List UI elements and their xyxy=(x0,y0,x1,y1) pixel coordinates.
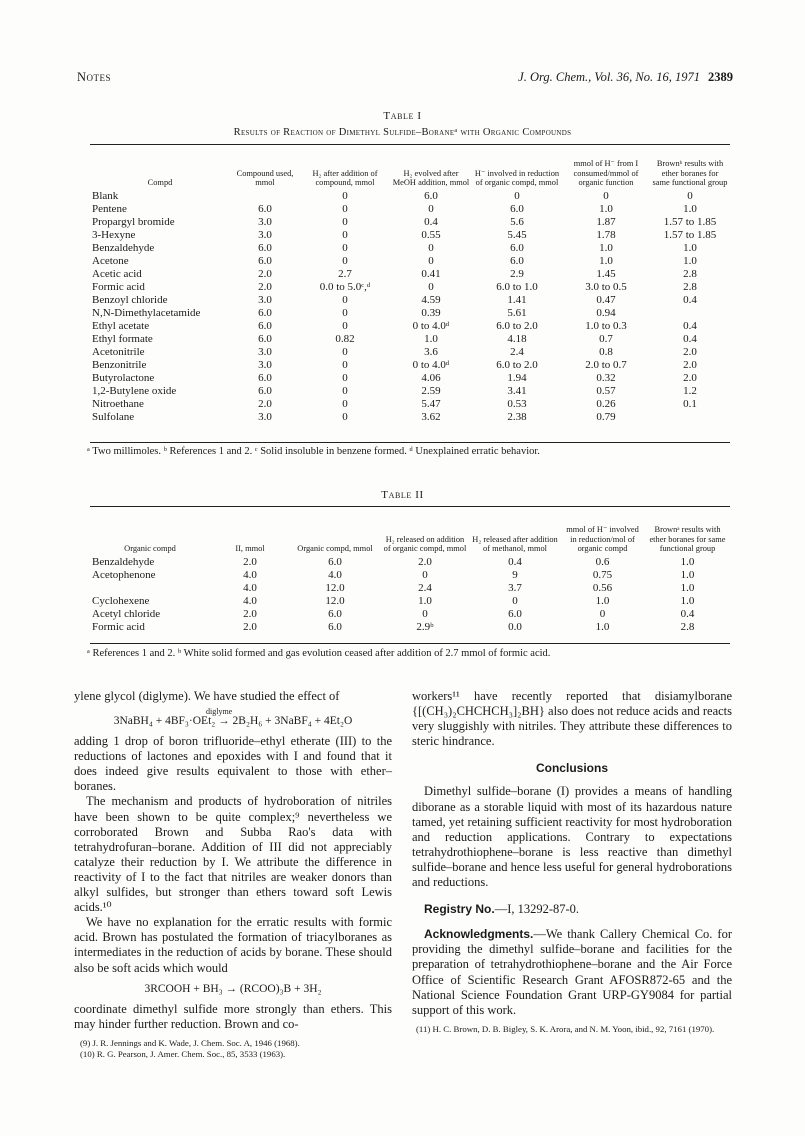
table-cell: Acetone xyxy=(92,255,129,267)
equation-text: 3NaBH₄ + 4BF₃·OEt₂ → 2B₂H₆ + 3NaBF₄ + 4Et₂O xyxy=(113,715,353,728)
table-cell: 0 xyxy=(514,190,520,202)
table-cell: Ethyl acetate xyxy=(92,320,150,332)
left-paragraph-2: adding 1 drop of boron trifluoride–ethyl etherate (III) to the reductions of lactones and epoxides with I and found that it does indeed give results equivalent to those with ether–boranes. xyxy=(74,734,392,794)
table-cell: 2.0 xyxy=(258,281,272,293)
table-cell: 1.0 xyxy=(680,556,695,568)
table-cell: 6.0 xyxy=(510,242,524,254)
table-cell: 4.18 xyxy=(507,333,527,345)
running-header-section: Notes xyxy=(77,70,112,84)
table-row xyxy=(90,229,730,242)
table-row xyxy=(90,346,730,359)
table-cell: 6.0 xyxy=(258,255,272,267)
table-row xyxy=(90,608,730,621)
table-row xyxy=(90,385,730,398)
table1 xyxy=(90,146,730,424)
conclusions-heading: Conclusions xyxy=(535,761,608,776)
table-cell: 0 xyxy=(342,411,348,423)
table2 xyxy=(90,508,730,634)
page-number: 2389 xyxy=(708,70,733,84)
acknowledgments-text: —We thank Callery Chemical Co. for providing the dimethyl sulfide–borane and facilities for the preparation of tetrahydrothiophene–borane and the Air Force Office of Scientific Research Grant AFOSR872-65 and the National Science Foundation Grant URP-GY9084 for partial support of this work. xyxy=(412,927,732,1017)
left-references xyxy=(74,1038,392,1060)
table-cell xyxy=(90,582,210,595)
table-cell: 2.0 to 0.7 xyxy=(585,359,627,371)
table-row xyxy=(90,216,730,229)
table2-body xyxy=(90,556,730,634)
table-row xyxy=(90,621,730,634)
table-cell: 2.0 xyxy=(243,608,257,620)
table-cell: Acetophenone xyxy=(92,569,156,581)
table-cell xyxy=(230,190,300,203)
table-cell: 6.0 xyxy=(328,621,342,633)
table-cell: 0 xyxy=(342,255,348,267)
left-paragraph-4: We have no explanation for the erratic results with formic acid. Brown has postulated the formation of triacylboranes as intermediates in the reduction of acids by borane. These should also be soft acids which would xyxy=(74,915,392,975)
reference-10: (10) R. G. Pearson, J. Amer. Chem. Soc., 85, 3533 (1963). xyxy=(80,1048,286,1059)
table-row xyxy=(90,333,730,346)
table-cell: 0 xyxy=(342,203,348,215)
conclusions-paragraph: Dimethyl sulfide–borane (I) provides a means of handling diborane as a storable liquid with most of its hazardous nature tamed, yet retaining sufficient reactivity for most hydroboration and reduction applications. Contrary to expectations tetrahydrothiophene–borane is less reactive than dimethyl sulfide–borane and hence less useful for general hydroborations and reductions. xyxy=(412,784,732,890)
table-cell: 2.0 xyxy=(258,268,272,280)
table-cell: 0.0 xyxy=(508,621,522,633)
table-cell: 2.8 xyxy=(683,281,697,293)
table2-label: Table II xyxy=(381,489,424,501)
table-cell: 0.55 xyxy=(421,229,441,241)
table-cell: 6.0 xyxy=(424,190,438,202)
table-cell: 0.1 xyxy=(683,398,697,410)
table-cell: 2.0 xyxy=(418,556,432,568)
table-cell: Cyclohexene xyxy=(92,595,150,607)
table-cell: N,N-Dimethylacetamide xyxy=(92,307,201,319)
table-cell: 6.0 xyxy=(258,385,272,397)
table-cell: 1.0 xyxy=(424,333,438,345)
table-cell: 0.47 xyxy=(596,294,616,306)
table-cell: 0 xyxy=(342,346,348,358)
table-cell: 1.0 xyxy=(599,242,613,254)
registry-text: —I, 13292-87-0. xyxy=(494,902,580,917)
table-cell: 3.0 to 0.5 xyxy=(585,281,627,293)
table-cell: 6.0 to 1.0 xyxy=(496,281,538,293)
equation-acid: 3RCOOH + BH₃ → (RCOO)₃B + 3H₂ xyxy=(144,982,322,995)
table-cell: 0 to 4.0ᵈ xyxy=(412,359,450,371)
table2-col-header: Organic compd xyxy=(124,544,176,554)
table-row xyxy=(90,268,730,281)
table-cell: 0 xyxy=(428,255,434,267)
table-cell: 0.4 xyxy=(680,608,695,620)
table-cell: 1.0 xyxy=(680,582,695,594)
table-cell: 0 xyxy=(428,281,434,293)
table-row xyxy=(90,595,730,608)
table-cell: 0.4 xyxy=(508,556,522,568)
table-cell: 1,2-Butylene oxide xyxy=(92,385,177,397)
acknowledgments-label: Acknowledgments. xyxy=(424,927,534,942)
table-cell: 0 xyxy=(342,294,348,306)
table-cell: 0.0 to 5.0ᶜ,ᵈ xyxy=(319,281,371,293)
table-cell: 1.87 xyxy=(596,216,616,228)
table-cell: 1.57 to 1.85 xyxy=(663,229,717,241)
table-cell: Pentene xyxy=(92,203,127,215)
table1-col-header: Compd xyxy=(147,178,173,188)
table-cell: 0 xyxy=(342,372,348,384)
table-cell: 0.4 xyxy=(683,333,697,345)
table-cell: 6.0 xyxy=(510,203,524,215)
table-cell: 0.32 xyxy=(596,372,616,384)
table-cell: 2.0 xyxy=(683,359,697,371)
table-cell: 3.62 xyxy=(421,411,441,423)
table1-bottom-rule xyxy=(90,442,730,443)
table-cell: 0.26 xyxy=(596,398,616,410)
table-cell: Acetic acid xyxy=(92,268,142,280)
table-cell: 4.0 xyxy=(243,569,257,581)
table-cell: 0 xyxy=(342,398,348,410)
table-cell: 6.0 xyxy=(258,320,272,332)
table1-top-rule xyxy=(90,144,730,145)
table2-col-header: mmol of H⁻ involved in reduction/mol of organic compd xyxy=(566,525,639,554)
table-cell: 1.0 xyxy=(599,203,613,215)
table-cell: 0.39 xyxy=(421,307,441,319)
table-row xyxy=(90,569,730,582)
table-cell: Butyrolactone xyxy=(92,372,155,384)
running-header-journal xyxy=(518,70,733,85)
table-cell: 1.57 to 1.85 xyxy=(663,216,717,228)
table-cell: 6.0 xyxy=(258,333,272,345)
table-cell: 6.0 xyxy=(328,608,342,620)
table-cell: 2.38 xyxy=(507,411,527,423)
table2-header-row xyxy=(90,508,730,556)
table-cell: 3.7 xyxy=(508,582,522,594)
table-cell: 0 to 4.0ᵈ xyxy=(412,320,450,332)
table-cell: 3.0 xyxy=(258,229,272,241)
table-cell: 6.0 xyxy=(328,556,342,568)
table1-header-row xyxy=(90,146,730,190)
table-cell: 6.0 xyxy=(258,242,272,254)
reference-11: (11) H. C. Brown, D. B. Bigley, S. K. Arora, and N. M. Yoon, ibid., 92, 7161 (1970). xyxy=(416,1023,715,1034)
table-cell: 0 xyxy=(422,608,428,620)
table-row xyxy=(90,281,730,294)
table-cell: 6.0 xyxy=(258,203,272,215)
table-cell: 0 xyxy=(687,190,693,202)
table-cell: 3.0 xyxy=(258,359,272,371)
table-cell: 6.0 xyxy=(258,372,272,384)
table-cell: 1.0 xyxy=(680,569,695,581)
table-cell: Formic acid xyxy=(92,621,145,633)
table-cell: 0 xyxy=(342,307,348,319)
registry-line xyxy=(412,902,732,917)
table-cell: 0 xyxy=(603,190,609,202)
table-cell: 1.0 xyxy=(418,595,432,607)
table-cell: 0.82 xyxy=(335,333,355,345)
table-cell: 0 xyxy=(422,569,428,581)
table-cell: 6.0 to 2.0 xyxy=(496,320,538,332)
table-cell: 2.0 xyxy=(258,398,272,410)
table-cell: 1.0 xyxy=(680,595,695,607)
table-cell: 2.0 xyxy=(243,556,257,568)
table1-col-header: H⁻ involved in reduction of organic compd, mmol xyxy=(474,168,560,188)
table-cell: 0 xyxy=(342,190,348,202)
table-cell: 0.75 xyxy=(592,569,613,581)
table-cell: 0 xyxy=(428,203,434,215)
left-paragraph-3: The mechanism and products of hydroboration of nitriles have been shown to be quite complex;⁹ nevertheless we corroborated Brown and Subba Rao's data with tetrahydrofuran–borane. Addition of III did not appreciably catalyze their reduction by I. We attribute the difference in reactivity of I to the fact that nitriles are weaker donors than alkyl sulfides, but stronger than ethers toward soft Lewis acids.¹⁰ xyxy=(74,794,392,915)
left-paragraph-1: ylene glycol (diglyme). We have studied the effect of xyxy=(74,689,340,703)
table-cell: 3-Hexyne xyxy=(92,229,136,241)
table-row xyxy=(90,203,730,216)
table-cell: Blank xyxy=(92,190,119,202)
table2-col-header: Brownᵃ results with ether boranes for same functional group xyxy=(649,525,726,554)
table-cell: 5.6 xyxy=(510,216,524,228)
table-cell: 0.6 xyxy=(595,556,610,568)
table-cell: 9 xyxy=(512,569,518,581)
table-cell: 2.0 xyxy=(683,372,697,384)
table2-col-header: Organic compd, mmol xyxy=(297,544,373,554)
table1-label: Table I xyxy=(383,110,422,122)
table-cell: 0.4 xyxy=(683,294,697,306)
right-paragraph-1: workers¹¹ have recently reported that disiamylborane {[(CH₃)₂CHCHCH₃]₂BH} also does not reduce acids and reacts very sluggishly with nitriles. They attribute these differences to steric hindrance. xyxy=(412,689,732,749)
table-cell: Ethyl formate xyxy=(92,333,153,345)
right-references xyxy=(412,1024,732,1035)
table-cell: 3.0 xyxy=(258,216,272,228)
table-cell: 4.0 xyxy=(243,582,257,594)
table-cell: 2.8 xyxy=(683,268,697,280)
table-cell: 5.47 xyxy=(421,398,441,410)
table-cell: 5.61 xyxy=(507,307,527,319)
table-cell: 2.0 xyxy=(243,621,257,633)
journal-citation: J. Org. Chem., Vol. 36, No. 16, 1971 xyxy=(518,70,700,84)
left-paragraph-5: coordinate dimethyl sulfide more strongly than ethers. This may hinder further reduction. Brown and co- xyxy=(74,1001,392,1031)
table-cell: 5.45 xyxy=(507,229,527,241)
table-cell: 1.41 xyxy=(507,294,527,306)
table1-col-header: mmol of H⁻ from I consumed/mmol of organic function xyxy=(573,159,639,188)
table-cell: 0 xyxy=(342,229,348,241)
table-cell: Benzaldehyde xyxy=(92,242,155,254)
table-cell: 0.56 xyxy=(592,582,613,594)
table-cell: 1.0 xyxy=(595,621,610,633)
table-cell: 0 xyxy=(342,385,348,397)
table-cell: 1.78 xyxy=(596,229,616,241)
table-cell: 1.0 xyxy=(599,255,613,267)
table1-body xyxy=(90,190,730,424)
table-cell: 0 xyxy=(342,242,348,254)
table-cell: 1.0 xyxy=(683,255,697,267)
table-cell: 4.59 xyxy=(421,294,441,306)
table-row xyxy=(90,307,730,320)
table-cell: 4.06 xyxy=(421,372,441,384)
table-row xyxy=(90,255,730,268)
table-cell: Acetyl chloride xyxy=(92,608,161,620)
table2-col-header: II, mmol xyxy=(235,544,265,554)
table-cell: Nitroethane xyxy=(92,398,144,410)
table-cell: Acetonitrile xyxy=(92,346,145,358)
table-cell: Benzoyl chloride xyxy=(92,294,168,306)
table-row xyxy=(90,190,730,203)
table-row xyxy=(90,359,730,372)
table-cell: 4.0 xyxy=(243,595,257,607)
table-cell: 0.7 xyxy=(599,333,613,345)
table-cell: 4.0 xyxy=(328,569,342,581)
table-row xyxy=(90,556,730,569)
table1-col-header: H₂ evolved after MeOH addition, mmol xyxy=(392,168,470,188)
table-cell: 2.7 xyxy=(338,268,352,280)
table-cell: 2.59 xyxy=(421,385,441,397)
table-cell: 0.41 xyxy=(421,268,441,280)
table-cell: 1.0 xyxy=(595,595,610,607)
table-cell: 0 xyxy=(342,216,348,228)
table2-top-rule xyxy=(90,506,730,507)
equation-solvent: diglyme xyxy=(206,707,233,717)
acknowledgments-paragraph xyxy=(412,927,732,1018)
left-column xyxy=(74,689,392,1060)
table-cell: 1.94 xyxy=(507,372,527,384)
table-cell: 6.0 xyxy=(258,307,272,319)
table-cell: 2.0 xyxy=(683,346,697,358)
table-cell: 3.41 xyxy=(507,385,527,397)
table-row xyxy=(90,398,730,411)
table-cell: Propargyl bromide xyxy=(92,216,175,228)
table-cell: 0.4 xyxy=(683,320,697,332)
table-cell: 0 xyxy=(342,320,348,332)
table1-title: Results of Reaction of Dimethyl Sulfide–Boraneᵃ with Organic Compounds xyxy=(233,127,572,138)
table-cell: 2.9ᵇ xyxy=(416,621,434,633)
table-cell: 0.4 xyxy=(424,216,438,228)
table-cell: 2.8 xyxy=(680,621,695,633)
table1-col-header: H₂ after addition of compound, mmol xyxy=(312,168,378,188)
table-cell: 3.0 xyxy=(258,294,272,306)
table-cell: 0.79 xyxy=(596,411,616,423)
table1-col-header: Brownᵇ results with ether boranes for same functional group xyxy=(652,159,728,188)
table2-bottom-rule xyxy=(90,643,730,644)
table-cell: 0.53 xyxy=(507,398,527,410)
table-row xyxy=(90,242,730,255)
table-cell: 3.0 xyxy=(258,411,272,423)
table1-col-header: Compound used, mmol xyxy=(236,168,294,188)
table-cell: 1.45 xyxy=(596,268,616,280)
table-cell xyxy=(650,307,730,320)
table-cell: 0 xyxy=(512,595,518,607)
table-cell: 12.0 xyxy=(325,582,345,594)
table-cell: 0.8 xyxy=(599,346,613,358)
equation-diglyme xyxy=(74,704,392,734)
table-cell: Formic acid xyxy=(92,281,145,293)
table2-col-header: H₂ released on addition of organic compd, mmol xyxy=(383,534,467,554)
table-cell: 2.4 xyxy=(418,582,432,594)
table-cell xyxy=(650,411,730,424)
table-cell: Benzaldehyde xyxy=(92,556,155,568)
table2-col-header: H₂ released after addition of methanol, mmol xyxy=(472,534,558,554)
table-cell: 6.0 xyxy=(510,255,524,267)
table-cell: 1.2 xyxy=(683,385,697,397)
table-cell: 1.0 to 0.3 xyxy=(585,320,627,332)
table2-footnote: ᵃ References 1 and 2. ᵇ White solid formed and gas evolution ceased after addition of 2.7 mmol of formic acid. xyxy=(87,648,551,659)
table-cell: Sulfolane xyxy=(92,411,135,423)
table-cell: 1.0 xyxy=(683,203,697,215)
table-cell: 0.57 xyxy=(596,385,616,397)
right-column xyxy=(412,689,732,1035)
table-row xyxy=(90,582,730,595)
reference-9: (9) J. R. Jennings and K. Wade, J. Chem. Soc. A, 1946 (1968). xyxy=(80,1037,300,1048)
table-cell: 12.0 xyxy=(325,595,345,607)
table-row xyxy=(90,320,730,333)
table-row xyxy=(90,372,730,385)
table-cell: 0.94 xyxy=(596,307,616,319)
table-cell: 0 xyxy=(599,608,606,620)
table-cell: 6.0 to 2.0 xyxy=(496,359,538,371)
table1-footnote: ᵃ Two millimoles. ᵇ References 1 and 2. ᶜ Solid insoluble in benzene formed. ᵈ Unexplained erratic behavior. xyxy=(87,446,540,457)
table-cell: 3.0 xyxy=(258,346,272,358)
table-cell: 1.0 xyxy=(683,242,697,254)
table-cell: Benzonitrile xyxy=(92,359,147,371)
table-cell: 2.9 xyxy=(510,268,524,280)
table-cell: 0 xyxy=(428,242,434,254)
table-cell: 6.0 xyxy=(508,608,522,620)
table-cell: 2.4 xyxy=(510,346,524,358)
registry-label: Registry No. xyxy=(424,902,495,917)
table-row xyxy=(90,411,730,424)
table-cell: 3.6 xyxy=(424,346,438,358)
table-cell: 0 xyxy=(342,359,348,371)
table-row xyxy=(90,294,730,307)
